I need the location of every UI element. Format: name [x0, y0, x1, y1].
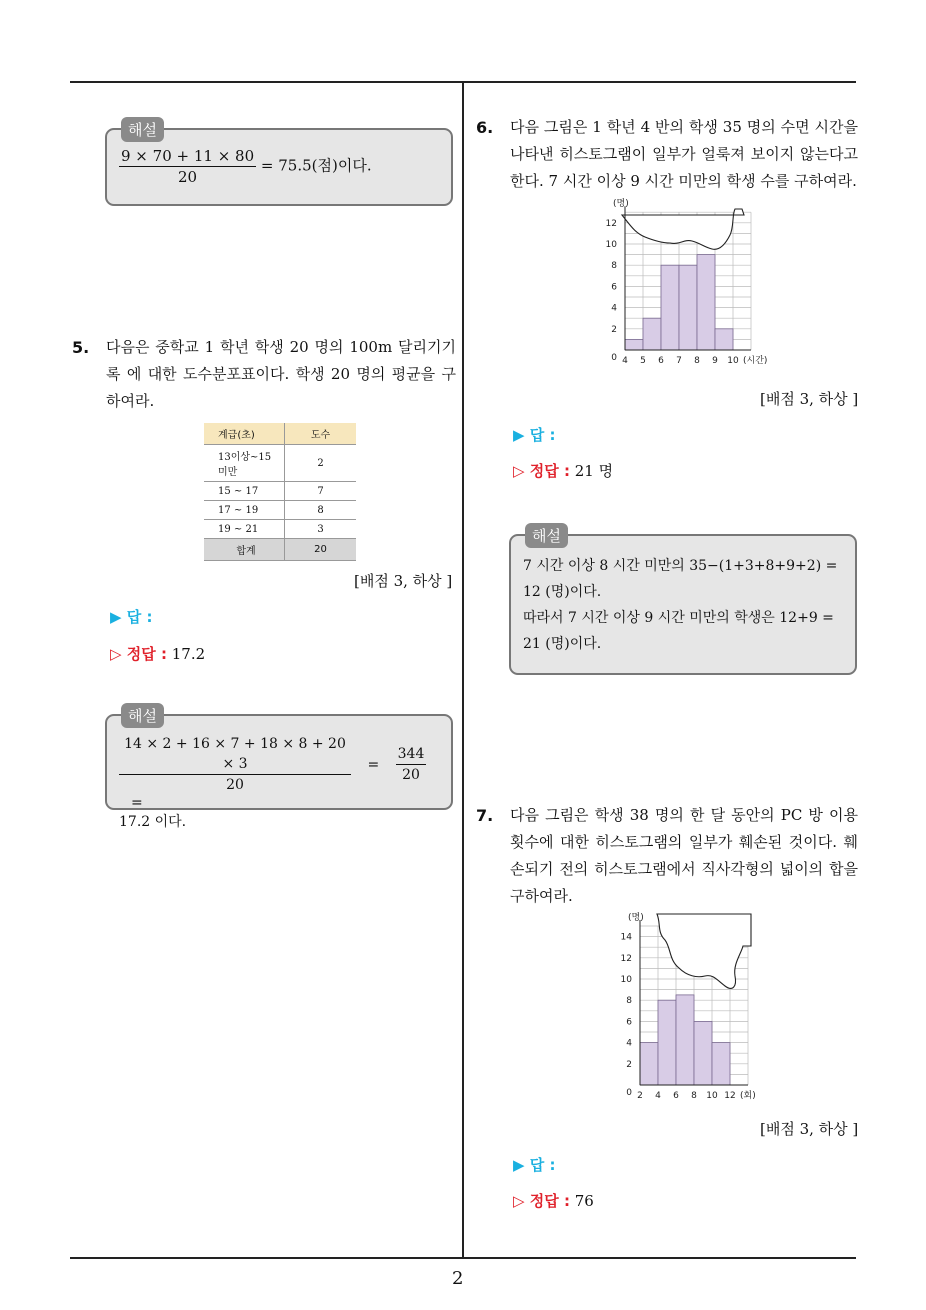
solution-box-prev: [105, 121, 453, 206]
solution-tag: 해설: [525, 523, 568, 548]
y-tick-label: 2: [626, 1059, 632, 1070]
frequency-table: [204, 423, 356, 561]
histogram-bar: [715, 329, 733, 350]
page-number: 2: [452, 1268, 464, 1289]
y-tick-label: 10: [605, 240, 617, 250]
x-tick-label: 2: [637, 1091, 643, 1101]
histogram-pc-room: [595, 910, 825, 1101]
torn-stain: [657, 914, 751, 988]
q7-correct-answer: ▷ 정답 : 76: [513, 1192, 594, 1210]
solution-line: 따라서 7 시간 이상 9 시간 미만의 학생은 12+9 =: [523, 610, 834, 626]
solution-line: 7 시간 이상 8 시간 미만의 35−(1+3+8+9+2) =: [523, 558, 838, 574]
y-axis-label: (명): [628, 913, 644, 923]
y-tick-label: 10: [620, 975, 632, 985]
table-row: [204, 445, 356, 482]
q5-score: [배점 3, 하상 ]: [354, 572, 453, 590]
histogram-bar: [712, 1043, 730, 1085]
histogram-bar: [640, 1043, 658, 1085]
histogram-sleep: [580, 195, 810, 375]
table-cell: 2: [285, 445, 357, 482]
solution-fraction: $\frac{9 \times 70 + 11 \times 80}{20}$: [121, 147, 255, 186]
y-tick-label: 4: [626, 1038, 632, 1049]
x-tick-label: 7: [676, 356, 682, 366]
solution-fraction-2: $\frac{344}{20}$: [397, 746, 425, 783]
solution-result: = 75.5(점)이다.: [260, 156, 372, 175]
y-tick-label: 0: [611, 353, 617, 363]
table-row: [204, 520, 356, 539]
solution-tag: 해설: [121, 117, 164, 142]
y-tick-label: 8: [626, 996, 632, 1007]
table-cell: 13이상~15미만: [204, 445, 285, 482]
histogram-bar: [676, 995, 694, 1085]
x-tick-label: 6: [658, 356, 664, 366]
y-tick-label: 6: [626, 1017, 632, 1028]
solution-result: 17.2 이다.: [119, 814, 187, 830]
column-divider: [462, 83, 464, 1257]
torn-stain: [622, 209, 744, 249]
y-tick-label: 12: [605, 218, 617, 229]
table-cell: 7: [285, 482, 357, 501]
table-cell: 20: [285, 539, 357, 561]
x-tick-label: 12: [724, 1091, 736, 1101]
q6-text: 다음 그림은 1 학년 4 반의 학생 35 명의 수면 시간을 나타낸 히스토그램이 일부가 얼룩져 보이지 않는다고 한다. 7 시간 이상 9 시간 미만의 학생 수를 구하여라.: [510, 118, 858, 190]
y-tick-label: 2: [611, 324, 617, 335]
histogram-bar: [679, 265, 697, 350]
q7-number: 7.: [476, 806, 494, 825]
table-cell: 15 ~ 17: [204, 482, 285, 501]
histogram-bar: [625, 339, 643, 350]
table-row: [204, 482, 356, 501]
q5-solution-box: 해설 $\frac{14 \times 2 + 16 \times 7 + 18 \times 8 + 20 \times 3}{20}$ = $\frac{344}{20}$ = 17.2 이다.: [105, 714, 453, 810]
q6-score: [배점 3, 하상 ]: [760, 390, 859, 408]
y-tick-label: 4: [611, 303, 617, 314]
x-tick-label: 10: [706, 1091, 718, 1101]
table-cell: 19 ~ 21: [204, 520, 285, 539]
table-header: 계급(초): [204, 423, 285, 445]
x-tick-label: 9: [712, 356, 718, 366]
table-row: [204, 501, 356, 520]
table-cell: 합계: [204, 539, 285, 561]
q6-number: 6.: [476, 118, 494, 137]
q5-correct-answer: ▷ 정답 : 17.2: [110, 645, 206, 663]
y-tick-label: 8: [611, 261, 617, 272]
table-total-row: [204, 539, 356, 561]
x-tick-label: 8: [694, 356, 700, 366]
y-tick-label: 12: [620, 953, 632, 964]
x-tick-label: 5: [640, 356, 646, 366]
bottom-rule: [70, 1257, 856, 1259]
q5-text: 다음은 중학교 1 학년 학생 20 명의 100m 달리기기록 에 대한 도수분포표이다. 학생 20 명의 평균을 구하여라.: [106, 338, 456, 410]
solution-tag: 해설: [121, 703, 164, 728]
x-tick-label: 4: [622, 356, 628, 366]
q6-solution-box: [509, 527, 857, 675]
y-tick-label: 14: [620, 932, 632, 943]
q7-answer-line[interactable]: ▶ 답 :: [513, 1156, 556, 1174]
x-tick-label: 10: [727, 356, 739, 366]
x-tick-label: 4: [655, 1091, 661, 1101]
q7-score: [배점 3, 하상 ]: [760, 1120, 859, 1138]
q6-answer-line[interactable]: ▶ 답 :: [513, 426, 556, 444]
histogram-bar: [697, 255, 715, 350]
solution-fraction: $\frac{14 \times 2 + 16 \times 7 + 18 \times 8 + 20 \times 3}{20}$: [119, 734, 351, 795]
solution-line: 12 (명)이다.: [523, 584, 602, 600]
histogram-bar: [658, 1000, 676, 1085]
x-tick-label: 6: [673, 1091, 679, 1101]
x-axis-label: (시간): [743, 356, 768, 366]
histogram-bar: [643, 318, 661, 350]
table-cell: 3: [285, 520, 357, 539]
histogram-bar: [694, 1021, 712, 1085]
table-cell: 8: [285, 501, 357, 520]
x-axis-label: (회): [740, 1091, 756, 1101]
q5-answer-line[interactable]: ▶ 답 :: [110, 608, 153, 626]
q7-text: 다음 그림은 학생 38 명의 한 달 동안의 PC 방 이용 횟수에 대한 히스토그램의 일부가 훼손된 것이다. 훼손되기 전의 히스토그램에서 직사각형의 넓이의 합을 구하여라.: [510, 806, 858, 905]
table-header: 도수: [285, 423, 357, 445]
solution-line: 21 (명)이다.: [523, 636, 602, 652]
q6-correct-answer: ▷ 정답 : 21 명: [513, 462, 614, 480]
q5-number: 5.: [72, 338, 90, 357]
y-tick-label: 0: [626, 1088, 632, 1098]
table-cell: 17 ~ 19: [204, 501, 285, 520]
y-tick-label: 6: [611, 282, 617, 293]
y-axis-label: (명): [613, 199, 629, 210]
x-tick-label: 8: [691, 1091, 697, 1101]
histogram-bar: [661, 265, 679, 350]
